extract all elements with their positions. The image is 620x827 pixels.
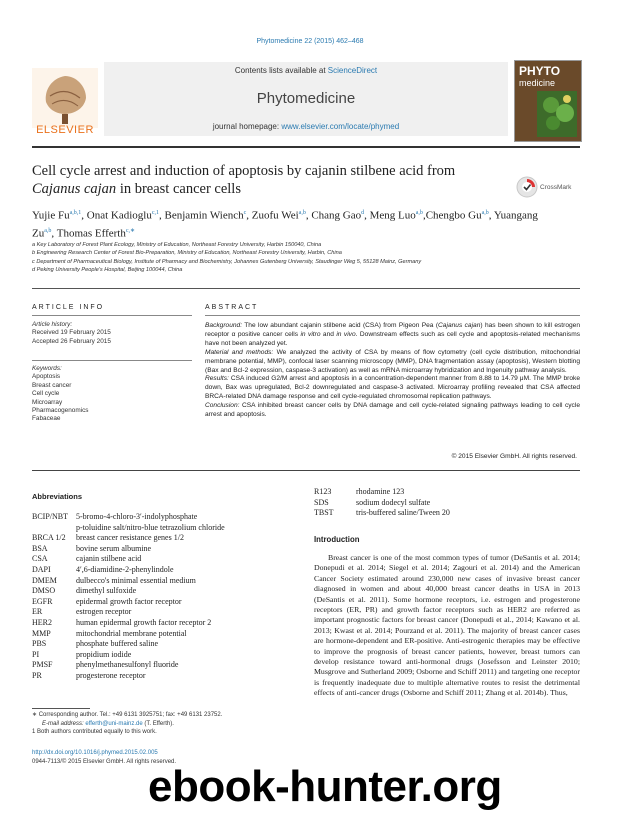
background-text-1: The low abundant cajanin stilbene acid (CSA) from Pigeon Pea ( — [242, 322, 439, 329]
author-separator: , — [364, 209, 370, 222]
author[interactable]: Chang Gao — [311, 209, 362, 222]
article-history — [32, 321, 192, 346]
abstract-methods — [205, 349, 580, 376]
background-label: Background: — [205, 322, 243, 329]
abbreviation-row — [32, 565, 282, 576]
abstract-body — [205, 322, 580, 420]
author-affiliation-marker[interactable]: a,b — [44, 227, 52, 234]
accepted-date: Accepted 26 February 2015 — [32, 337, 111, 345]
email-prefix: E-mail address: — [42, 720, 86, 727]
abstract-background — [205, 322, 580, 349]
keyword: Breast cancer — [32, 381, 72, 389]
abbreviation-definition: estrogen receptor — [76, 607, 132, 617]
abbreviation-definition: human epidermal growth factor receptor 2 — [76, 617, 212, 627]
homepage-line — [104, 122, 508, 131]
abbreviation-key: DMEM — [32, 575, 57, 585]
abbreviation-definition: 5-bromo-4-chloro-3′-indolyphosphate — [76, 512, 198, 521]
abbreviation-key: R123 — [314, 487, 332, 496]
introduction-body: Breast cancer is one of the most common types of tumor (DeSantis et al. 2014; Donepudi et al. 2014; Siegel et al. 2014; Zagouri et al. 2014) and the American Cancer Society estimated around 230,000 new cases of invasive breast cancer diagnosed in women and about 40,000 breast cancer deaths in USA in 2013 (DeSantis et al. 2011). Some hormone receptors, i.e. estrogen and progesterone receptors (ER, PR) and growth factor receptors such as HER2 are referred as important prognostic factors for breast cancer (Donepudi et al., 2014; Kawano et al. 2013; Kwast et al. 2014; Pourzand et al. 2011). The majority of breast cancer cases are hormone-dependent and ER-positive. Anti-estrogenic therapies may be effective to improve the prognosis of breast cancer patients, however, breast tumors can develop resistance toward anti-hormonal drugs (Josefsson and Leinster 2010; Musgrove and Sutherland 2009; Osborne and Schiff 2011) and targeting one receptor is frequently inadequate due to multiple alternative routes to resist the detrimental effects of anti-cancer drugs (Osborne and Schiff 2011; Zhang et al. 2014b). Thus, — [314, 553, 580, 698]
journal-title: Phytomedicine — [256, 90, 356, 107]
author-affiliation-marker[interactable]: d — [361, 210, 365, 216]
author-separator: , — [305, 209, 312, 222]
title-species: Cajanus cajan — [32, 181, 117, 197]
abbreviation-row — [32, 618, 282, 629]
author-list — [32, 206, 552, 241]
abbreviation-row — [32, 512, 282, 523]
abbreviation-row — [32, 523, 282, 534]
author[interactable]: Benjamin Wiench — [164, 209, 244, 222]
author-affiliation-marker[interactable]: c — [243, 210, 247, 216]
affiliation-line: b Engineering Research Center of Forest Bio-Preparation, Ministry of Education, Northeast Forestry University, Harbin, China — [32, 250, 342, 257]
abbreviation-row — [32, 639, 282, 650]
author-separator: , — [488, 209, 494, 222]
article-title — [32, 162, 502, 198]
abbreviation-definition: rhodamine 123 — [356, 487, 405, 496]
footnotes — [32, 711, 292, 737]
abbreviation-definition: propidium iodide — [76, 649, 132, 659]
author-affiliation-marker[interactable]: a,b — [415, 210, 423, 216]
abbreviation-key: SDS — [314, 497, 329, 507]
abbreviation-row — [32, 533, 282, 544]
background-species: Cajanus cajan — [438, 322, 481, 329]
author[interactable]: Meng Luo — [369, 209, 416, 222]
author-affiliation-marker[interactable]: a,b — [481, 210, 489, 216]
author[interactable]: Thomas Efferth — [56, 227, 126, 240]
keywords-rule — [32, 360, 192, 361]
author-separator: , — [422, 209, 426, 222]
keyword: Apoptosis — [32, 373, 61, 381]
contents-line — [104, 66, 508, 75]
email-line — [32, 720, 292, 729]
methods-label: Material and methods: — [205, 348, 274, 356]
abbreviation-row — [314, 498, 580, 509]
author-affiliation-marker[interactable]: a,b,1 — [69, 210, 82, 216]
abbreviation-key: PI — [32, 649, 40, 659]
abbreviations-list-right — [314, 487, 580, 519]
homepage-prefix: journal homepage: — [212, 122, 282, 131]
keyword-list — [32, 373, 192, 423]
sciencedirect-link[interactable]: ScienceDirect — [327, 66, 378, 75]
author-separator: , — [51, 227, 57, 240]
abbreviation-key: MMP — [32, 628, 51, 638]
article-info-rule — [32, 315, 192, 316]
results-label: Results: — [205, 375, 229, 383]
crossmark-label[interactable]: CrossMark — [540, 184, 572, 191]
abbreviation-key: CSA — [32, 554, 48, 564]
abbreviation-row — [32, 671, 282, 682]
abbreviations-list-left — [32, 512, 282, 682]
abbreviation-key: PBS — [32, 639, 47, 649]
footnote-rule — [32, 708, 90, 709]
abbreviation-key: PR — [32, 670, 42, 680]
author[interactable]: Zuofu Wei — [251, 209, 299, 222]
keyword: Fabaceae — [32, 415, 61, 423]
abbreviations-heading: Abbreviations — [32, 492, 83, 501]
abbreviation-row — [32, 597, 282, 608]
author-separator: , — [246, 209, 252, 222]
abbreviation-definition: 4′,6-diamidine-2-phenylindole — [76, 564, 174, 574]
affiliation-line: a Key Laboratory of Forest Plant Ecology, Ministry of Education, Northeast Forestry University, Harbin 150040, China — [32, 242, 322, 248]
abbreviation-row — [32, 544, 282, 555]
email-suffix: (T. Efferth). — [142, 720, 174, 727]
abbreviation-definition: tris-buffered saline/Tween 20 — [356, 508, 450, 518]
header-rule — [32, 146, 580, 148]
corresponding-author: ∗ Corresponding author. Tel.: +49 6131 3925751; fax: +49 6131 23752. — [32, 712, 223, 718]
article-info-heading: ARTICLE INFO — [32, 304, 105, 311]
contents-prefix: Contents lists available at — [234, 66, 328, 75]
keywords-block — [32, 365, 192, 424]
abbreviation-row — [32, 629, 282, 640]
affiliation-line: c Department of Pharmaceutical Biology, Institute of Pharmacy and Biochemistry, Johannes Gutenberg University, Staudinger Weg 5, 55128 Mainz, Germany — [32, 258, 422, 265]
author-affiliation-marker[interactable]: c,∗ — [125, 227, 136, 234]
author-affiliation-marker[interactable]: c,1 — [151, 210, 160, 216]
background-invivo: in vivo — [336, 330, 356, 338]
doi-link[interactable]: http://dx.doi.org/10.1016/j.phymed.2015.02.005 — [32, 750, 158, 756]
homepage-link[interactable]: www.elsevier.com/locate/phymed — [281, 122, 400, 131]
conclusion-label: Conclusion: — [205, 402, 240, 410]
background-text-2: ) has been shown to kill estrogen receptor α positive cancer cells — [205, 322, 580, 338]
history-label: Article history: — [32, 321, 73, 328]
abbreviation-definition: dulbecco's minimal essential medium — [76, 575, 196, 585]
abbreviation-definition: cajanin stilbene acid — [76, 554, 142, 564]
watermark-text: ebook-hunter.org — [148, 762, 502, 811]
abbreviation-definition: mitochondrial membrane potential — [76, 628, 187, 638]
keyword: Cell cycle — [32, 390, 60, 398]
title-part-1: Cell cycle arrest and induction of apoptosis by cajanin stilbene acid from — [32, 163, 456, 179]
equal-contribution: 1 Both authors contributed equally to this work. — [32, 729, 157, 736]
abbreviation-row — [32, 660, 282, 671]
abbreviation-row — [314, 487, 580, 498]
keywords-label: Keywords: — [32, 365, 62, 372]
issn-line: 0944-7113/© 2015 Elsevier GmbH. All rights reserved. — [32, 758, 177, 765]
title-part-2: in breast cancer cells — [116, 181, 241, 197]
abbreviation-definition: phenylmethanesulfonyl fluoride — [76, 660, 179, 670]
cover-subtitle: medicine — [519, 78, 556, 88]
abstract-bottom-rule — [32, 470, 580, 471]
abbreviation-key: HER2 — [32, 617, 52, 627]
affiliation-line: d Peking University People's Hospital, Beijing 100044, China — [32, 267, 183, 274]
abbreviation-key: EGFR — [32, 596, 53, 606]
crossmark-icon[interactable] — [516, 176, 538, 198]
background-text-3: and — [320, 330, 337, 338]
author-separator: , — [81, 209, 87, 222]
affiliation-rule — [32, 288, 580, 289]
abstract-copyright: © 2015 Elsevier GmbH. All rights reserved. — [451, 453, 577, 460]
elsevier-wordmark: ELSEVIER — [36, 124, 94, 136]
abbreviation-definition: dimethyl sulfoxide — [76, 586, 137, 596]
abbreviation-row — [32, 650, 282, 661]
journal-cover[interactable] — [514, 60, 582, 142]
abbreviation-definition: breast cancer resistance genes 1/2 — [76, 533, 184, 543]
abbreviation-row — [32, 554, 282, 565]
abstract-rule — [205, 315, 580, 316]
abbreviation-row — [32, 586, 282, 597]
introduction-heading: Introduction — [314, 535, 360, 544]
author-separator: , — [159, 209, 165, 222]
journal-reference[interactable]: Phytomedicine 22 (2015) 462–468 — [256, 38, 364, 45]
abbreviation-key: BCIP/NBT — [32, 512, 69, 521]
author[interactable]: Yujie Fu — [32, 209, 70, 222]
email-link[interactable]: efferth@uni-mainz.de — [85, 720, 143, 727]
affiliations — [32, 241, 580, 275]
author[interactable]: Chengbo Gu — [425, 209, 482, 222]
keyword: Microarray — [32, 398, 63, 406]
abstract-results — [205, 375, 580, 402]
background-text-4: . Downstream effects such as cell cycle and apoptosis-related mechanisms have not been analyzed yet. — [205, 330, 581, 347]
abbreviation-row — [32, 607, 282, 618]
abbreviation-definition: progesterone receptor — [76, 670, 146, 680]
abbreviation-definition: phosphate buffered saline — [76, 639, 159, 649]
abbreviation-row — [32, 576, 282, 587]
abbreviation-key: DAPI — [32, 564, 51, 574]
abstract-conclusion — [205, 402, 580, 420]
abbreviation-key: PMSF — [32, 660, 53, 670]
abbreviation-row — [314, 508, 580, 519]
abbreviation-definition: p-toluidine salt/nitro-blue tetrazolium chloride — [76, 522, 225, 532]
conclusion-text: CSA inhibited breast cancer cells by DNA damage and cell cycle-related signaling pathways leading to cell cycle arrest and apoptosis. — [205, 402, 580, 419]
received-date: Received 19 February 2015 — [32, 329, 111, 337]
abbreviation-definition: bovine serum albumine — [76, 543, 152, 553]
cover-title-main: PHYTO — [519, 64, 561, 78]
abbreviation-key: ER — [32, 607, 43, 617]
author[interactable]: Yuangang Zu — [32, 209, 538, 240]
abbreviation-key: BSA — [32, 543, 48, 553]
abbreviation-key: DMSO — [32, 586, 56, 596]
keyword: Pharmacogenomics — [32, 407, 89, 415]
background-invitro: in vitro — [300, 330, 321, 338]
cover-title — [519, 65, 560, 89]
abbreviation-key — [32, 523, 76, 534]
author[interactable]: Onat Kadioglu — [86, 209, 152, 222]
results-text: CSA induced G2/M arrest and apoptosis in a concentration-dependent manner from 8.88 to 14.79 μM. The MMP broke down, Bax was upregulated, Bcl-2 downregulated and caspase-3 activated. Microarray profiling revealed that CSA affected BRCA-related DNA damage response and cell cycle-regulated chromosomal replication pathways. — [205, 375, 580, 401]
cover-plant-image — [537, 91, 577, 137]
abbreviation-key: TBST — [314, 508, 334, 518]
abstract-heading: ABSTRACT — [205, 304, 259, 311]
author-affiliation-marker[interactable]: a,b — [298, 210, 306, 216]
abbreviation-definition: epidermal growth factor receptor — [76, 596, 182, 606]
abbreviation-key: BRCA 1/2 — [32, 533, 66, 543]
abbreviation-definition: sodium dodecyl sulfate — [356, 497, 431, 507]
methods-text: We analyzed the activity of CSA by means of flow cytometry (cell cycle distribution, mitochondrial membrane potential, MMP), confocal laser scanning microscopy (MMP), DNA fragmentation assay (apoptosis), Western blotting (Bax and Bcl-2 expression, caspase-3 activation) as well as mRNA microarray hybridization and Ingenuity pathway analysis. — [205, 348, 580, 374]
